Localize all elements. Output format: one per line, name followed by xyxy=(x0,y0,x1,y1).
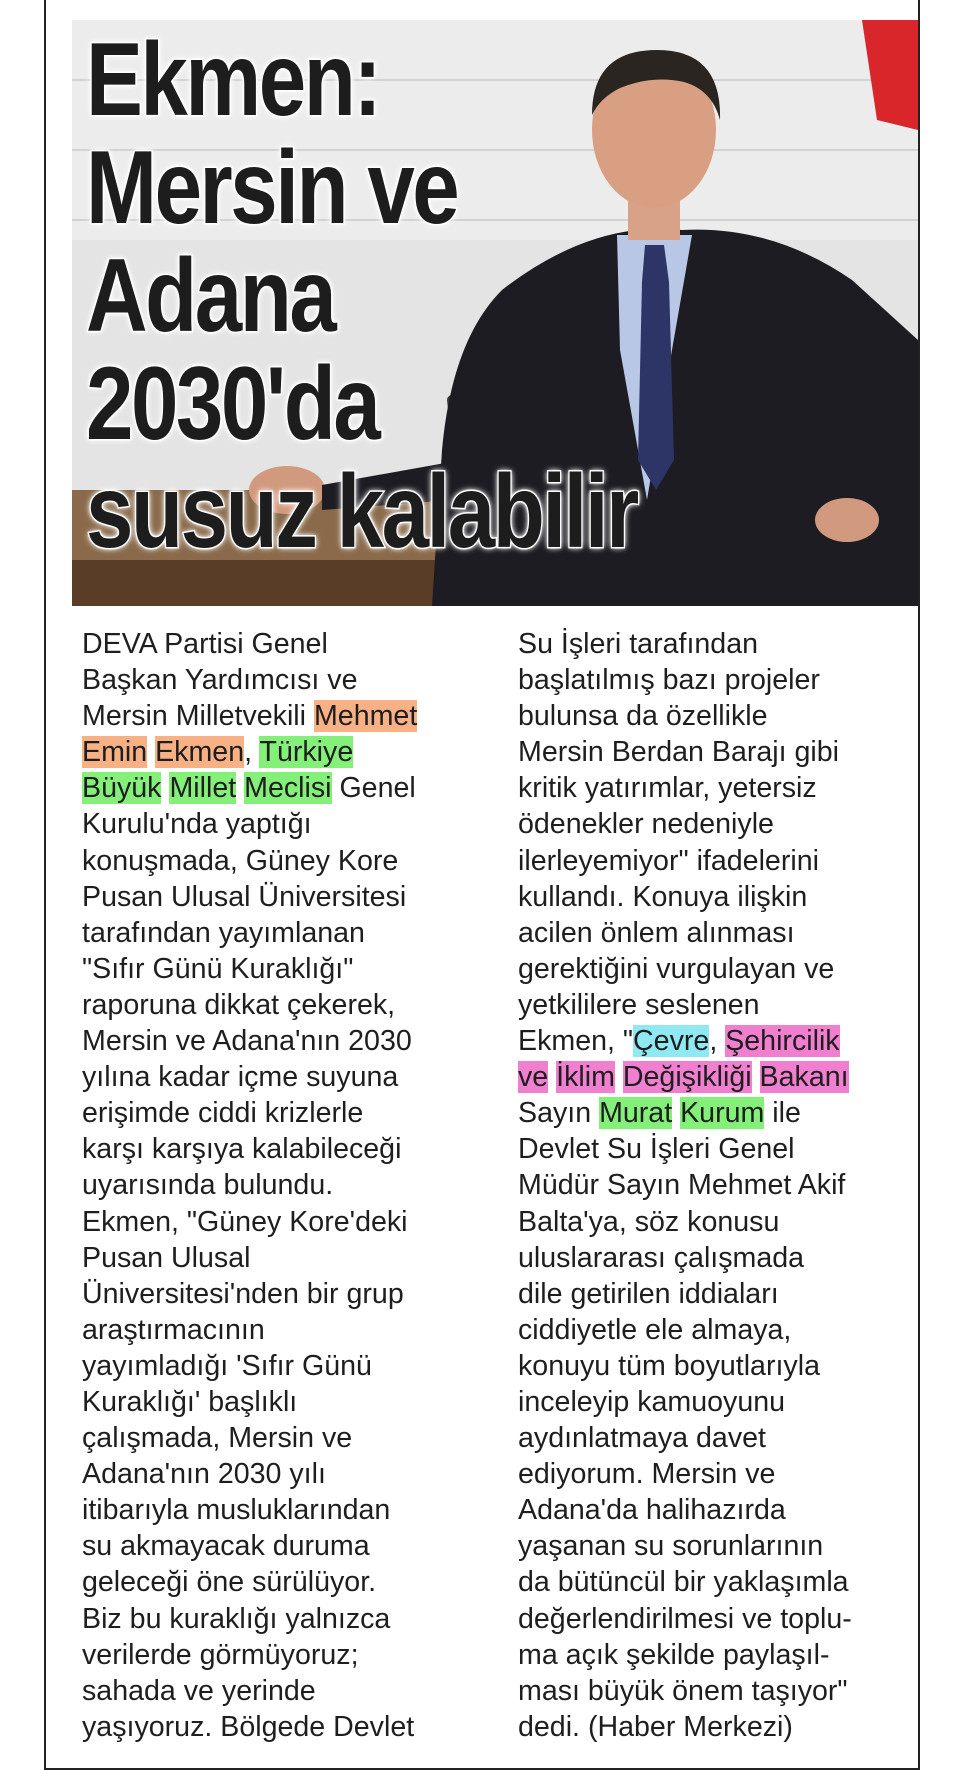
text-segment: Ekmen, "Güney Kore'deki xyxy=(82,1205,408,1238)
article-line xyxy=(82,1637,502,1673)
headline-line-2: Mersin ve xyxy=(86,130,458,246)
text-segment: değerlendirilmesi ve toplu- xyxy=(518,1602,852,1635)
text-segment: ması büyük önem taşıyor" xyxy=(518,1674,848,1707)
article-line xyxy=(518,1637,938,1673)
text-segment: çalışmada, Mersin ve xyxy=(82,1422,353,1455)
text-segment: Pusan Ulusal Üniversitesi xyxy=(82,880,407,913)
text-segment: Kuraklığı' başlıklı xyxy=(82,1385,298,1418)
text-segment: aydınlatmaya davet xyxy=(518,1422,766,1455)
highlighted-term: Çevre xyxy=(633,1025,710,1058)
text-segment: Üniversitesi'nden bir grup xyxy=(82,1277,404,1310)
text-segment: Biz bu kuraklığı yalnızca xyxy=(82,1602,391,1635)
article-line xyxy=(518,806,938,842)
article-line xyxy=(82,698,502,734)
text-segment: karşı karşıya kalabileceği xyxy=(82,1133,402,1166)
article-line xyxy=(82,1528,502,1564)
article-line xyxy=(518,1059,938,1095)
text-segment xyxy=(615,1061,623,1093)
text-segment: gerektiğini vurgulayan ve xyxy=(518,952,835,985)
text-segment: Mersin Milletvekili xyxy=(82,700,314,733)
article-line xyxy=(82,1240,502,1276)
text-segment: inceleyip kamuoyunu xyxy=(518,1385,786,1418)
text-segment: Balta'ya, söz konusu xyxy=(518,1205,780,1238)
article-line xyxy=(82,1601,502,1637)
text-segment xyxy=(752,1061,760,1093)
article-line xyxy=(518,1312,938,1348)
text-segment: araştırmacının xyxy=(82,1313,265,1346)
text-segment: itibarıyla musluklarından xyxy=(82,1494,391,1527)
text-segment: başlatılmış bazı projeler xyxy=(518,664,820,697)
article-line xyxy=(518,951,938,987)
article-line xyxy=(518,915,938,951)
highlighted-term: Kurum xyxy=(680,1097,765,1130)
text-segment: DEVA Partisi Genel xyxy=(82,628,328,660)
article-line xyxy=(518,1276,938,1312)
article-column-left xyxy=(82,626,502,1745)
text-segment: raporuna dikkat çekerek, xyxy=(82,988,396,1021)
text-segment: kullandı. Konuya ilişkin xyxy=(518,880,808,913)
article-line xyxy=(518,1204,938,1240)
highlighted-term: Murat xyxy=(599,1097,673,1130)
article-line xyxy=(82,951,502,987)
article-line xyxy=(82,879,502,915)
article-line xyxy=(518,1673,938,1709)
article-line xyxy=(82,1673,502,1709)
text-segment: Su İşleri tarafından xyxy=(518,628,759,660)
article-line xyxy=(82,1492,502,1528)
article-line xyxy=(82,1059,502,1095)
article-line xyxy=(82,1456,502,1492)
text-segment: ediyorum. Mersin ve xyxy=(518,1458,776,1491)
text-segment: verilerde görmüyoruz; xyxy=(82,1638,359,1671)
headline-line-1: Ekmen: xyxy=(86,22,380,138)
article-line xyxy=(518,1601,938,1637)
article-line xyxy=(518,626,938,662)
headline-line-5: susuz kalabilir xyxy=(86,454,637,570)
article-line xyxy=(82,915,502,951)
article-line xyxy=(518,1240,938,1276)
text-segment: , xyxy=(709,1025,726,1058)
article-line xyxy=(82,1204,502,1240)
article-line xyxy=(82,1384,502,1420)
article-line xyxy=(518,1167,938,1203)
text-segment: yetkililere seslenen xyxy=(518,988,760,1021)
article-column-right xyxy=(518,626,938,1745)
highlighted-term: Millet xyxy=(169,772,237,805)
article-line xyxy=(518,1528,938,1564)
text-segment: yılına kadar içme suyuna xyxy=(82,1061,399,1094)
text-segment: ciddiyetle ele almaya, xyxy=(518,1313,792,1346)
article-line xyxy=(518,662,938,698)
article-line xyxy=(518,1023,938,1059)
highlighted-term: Değişikliği xyxy=(622,1061,752,1094)
text-segment: yayımladığı 'Sıfır Günü xyxy=(82,1349,372,1382)
text-segment: dile getirilen iddiaları xyxy=(518,1277,779,1310)
highlighted-term: Türkiye xyxy=(259,736,354,769)
text-segment: Adana'da halihazırda xyxy=(518,1494,786,1527)
text-segment: uluslararası çalışmada xyxy=(518,1241,805,1274)
text-segment: geleceği öne sürülüyor. xyxy=(82,1566,377,1599)
article-line xyxy=(82,987,502,1023)
text-segment: Sayın xyxy=(518,1097,600,1130)
article-line xyxy=(82,1131,502,1167)
highlighted-term: Bakanı xyxy=(759,1061,849,1094)
text-segment: yaşanan su sorunlarının xyxy=(518,1530,824,1563)
article-line xyxy=(82,626,502,662)
article-line xyxy=(518,1348,938,1384)
article-line xyxy=(82,1276,502,1312)
text-segment: acilen önlem alınması xyxy=(518,916,795,949)
article-line xyxy=(518,1420,938,1456)
text-segment xyxy=(147,736,155,768)
highlighted-term: Ekmen xyxy=(155,736,245,769)
headline xyxy=(86,22,637,570)
text-segment: Ekmen, " xyxy=(518,1025,634,1058)
text-segment: Mersin ve Adana'nın 2030 xyxy=(82,1025,412,1058)
text-segment: Devlet Su İşleri Genel xyxy=(518,1133,795,1166)
text-segment: kritik yatırımlar, yetersiz xyxy=(518,772,817,805)
text-segment: Başkan Yardımcısı ve xyxy=(82,664,358,697)
article-line xyxy=(518,1131,938,1167)
text-segment xyxy=(548,1061,556,1093)
article-line xyxy=(518,1095,938,1131)
article-line xyxy=(82,1167,502,1203)
article-line xyxy=(518,843,938,879)
text-segment xyxy=(236,772,244,804)
article-line xyxy=(82,734,502,770)
article-line xyxy=(518,987,938,1023)
text-segment: konuşmada, Güney Kore xyxy=(82,844,399,877)
article-line xyxy=(82,1348,502,1384)
text-segment: tarafından yayımlanan xyxy=(82,916,365,949)
article-line xyxy=(518,879,938,915)
article-line xyxy=(82,1564,502,1600)
article-line xyxy=(82,806,502,842)
article-line xyxy=(82,1312,502,1348)
text-segment: , xyxy=(244,736,260,769)
text-segment: Müdür Sayın Mehmet Akif xyxy=(518,1169,846,1202)
text-segment: Mersin Berdan Barajı gibi xyxy=(518,736,840,769)
text-segment: ma açık şekilde paylaşıl- xyxy=(518,1638,830,1671)
article-line xyxy=(82,843,502,879)
article-line xyxy=(82,1023,502,1059)
article-line xyxy=(518,1384,938,1420)
text-segment: "Sıfır Günü Kuraklığı" xyxy=(82,952,354,985)
article-line xyxy=(518,698,938,734)
highlighted-term: İklim xyxy=(556,1061,615,1094)
article-line xyxy=(82,1420,502,1456)
text-segment: ilerleyemiyor" ifadelerini xyxy=(518,844,819,877)
text-segment: uyarısında bulundu. xyxy=(82,1169,334,1202)
highlighted-term: Meclisi xyxy=(244,772,332,805)
highlighted-term: ve xyxy=(518,1061,549,1094)
article-line xyxy=(518,734,938,770)
text-segment: Kurulu'nda yaptığı xyxy=(82,808,312,841)
article-photo xyxy=(72,20,918,606)
article-line xyxy=(82,662,502,698)
text-segment: sahada ve yerinde xyxy=(82,1674,316,1707)
text-segment: ödenekler nedeniyle xyxy=(518,808,774,841)
article-line xyxy=(518,1456,938,1492)
text-segment: bulunsa da özellikle xyxy=(518,700,768,733)
text-segment xyxy=(672,1097,680,1129)
text-segment: Adana'nın 2030 yılı xyxy=(82,1458,326,1491)
text-segment: Genel xyxy=(331,772,416,805)
text-segment: erişimde ciddi krizlerle xyxy=(82,1097,364,1130)
article-line xyxy=(82,770,502,806)
headline-line-3: Adana xyxy=(86,238,335,354)
text-segment: su akmayacak duruma xyxy=(82,1530,370,1563)
text-segment: konuyu tüm boyutlarıyla xyxy=(518,1349,820,1382)
headline-line-4: 2030'da xyxy=(86,346,379,462)
article-line xyxy=(518,1492,938,1528)
highlighted-term: Emin xyxy=(82,736,148,769)
text-segment: da bütüncül bir yaklaşımla xyxy=(518,1566,849,1599)
text-segment: yaşıyoruz. Bölgede Devlet xyxy=(82,1710,415,1743)
text-segment: ile xyxy=(764,1097,801,1130)
text-segment: Pusan Ulusal xyxy=(82,1241,251,1274)
article-line xyxy=(82,1095,502,1131)
highlighted-term: Şehircilik xyxy=(725,1025,840,1058)
highlighted-term: Büyük xyxy=(82,772,162,805)
article-line xyxy=(518,1709,938,1745)
article-line xyxy=(82,1709,502,1745)
article-line xyxy=(518,770,938,806)
text-segment: dedi. (Haber Merkezi) xyxy=(518,1710,793,1743)
article-line xyxy=(518,1564,938,1600)
highlighted-term: Mehmet xyxy=(313,700,418,733)
